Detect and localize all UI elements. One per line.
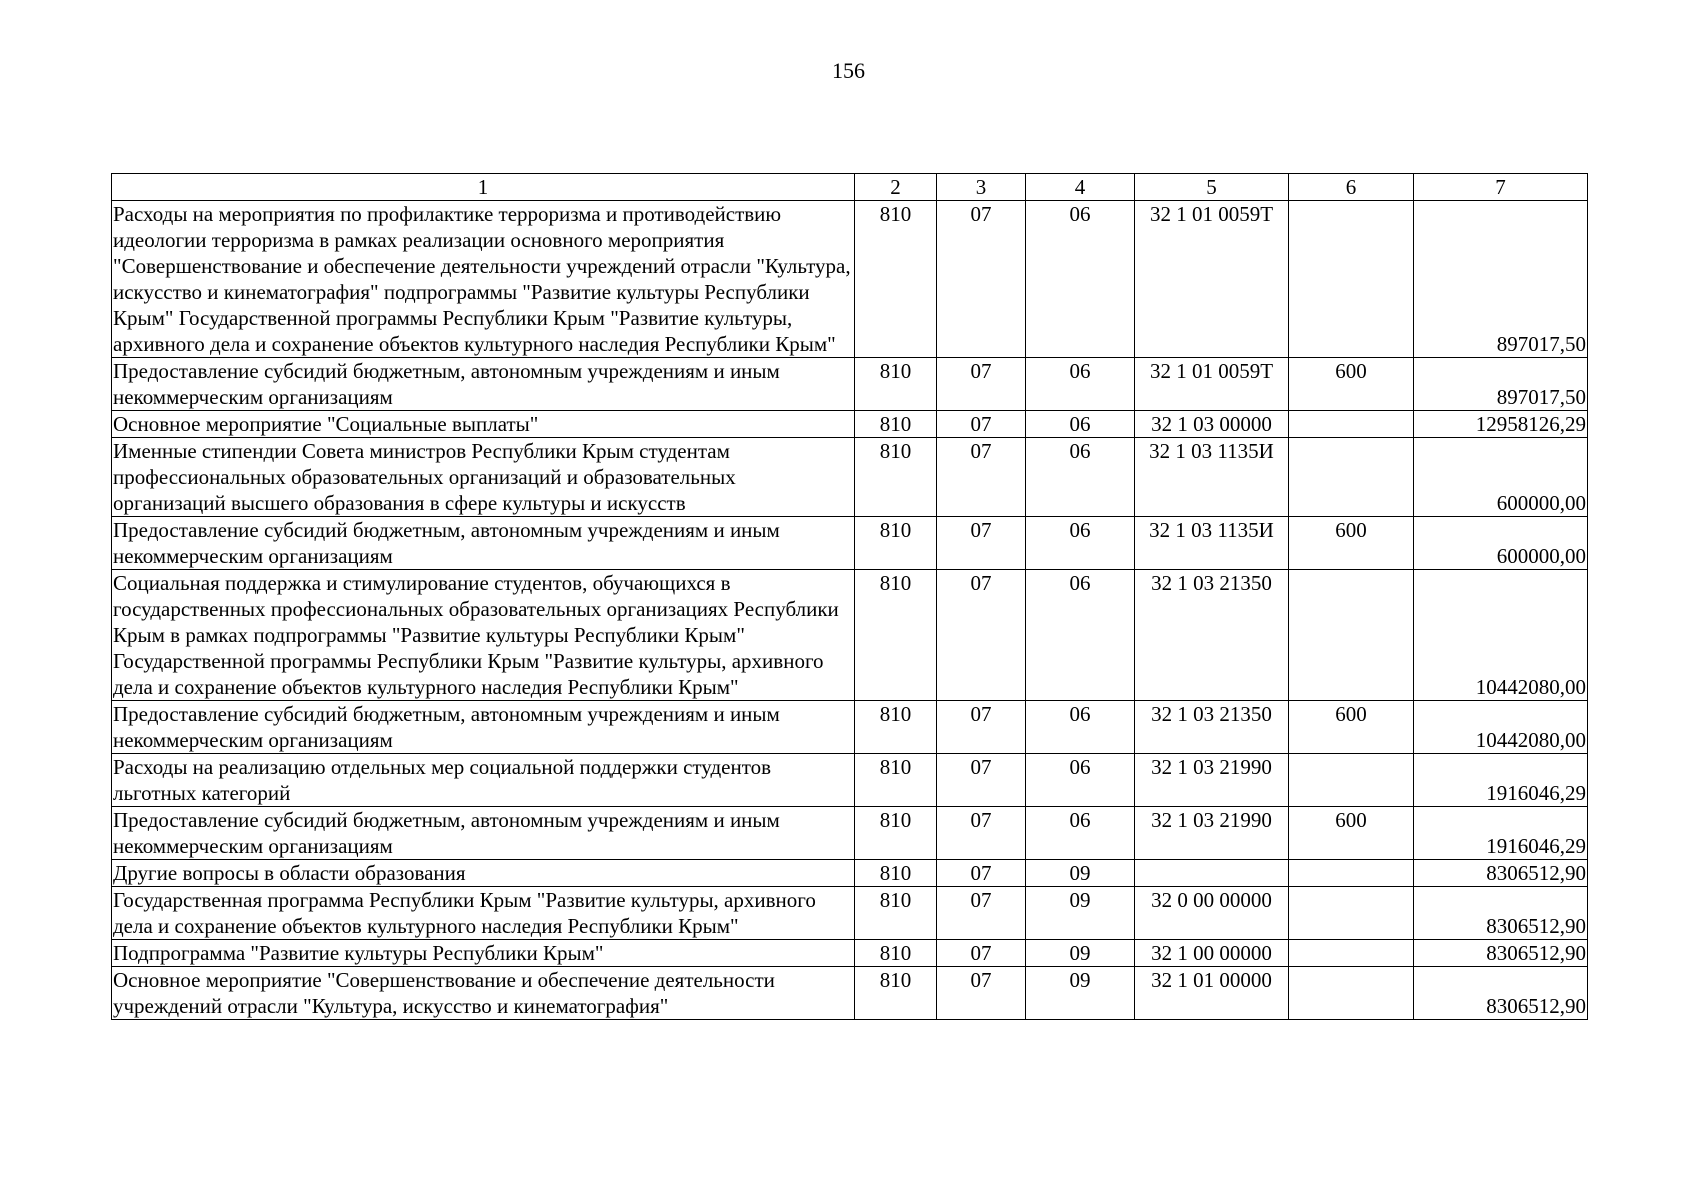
table-row <box>112 860 1588 887</box>
target-article-cell: 32 1 03 1135И <box>1135 438 1289 517</box>
subsection-code-cell: 09 <box>1026 967 1135 1020</box>
table-row <box>112 754 1588 807</box>
amount-cell: 1916046,29 <box>1414 807 1588 860</box>
amount-cell: 8306512,90 <box>1414 967 1588 1020</box>
row-name-cell: Именные стипендии Совета министров Республики Крым студентам профессиональных образовательных организаций и образовательных организаций высшего образования в сфере культуры и искусств <box>112 438 855 517</box>
target-article-cell: 32 1 01 00000 <box>1135 967 1289 1020</box>
table-row <box>112 967 1588 1020</box>
target-article-cell: 32 1 03 21990 <box>1135 754 1289 807</box>
table-row <box>112 701 1588 754</box>
subsection-code-cell: 09 <box>1026 860 1135 887</box>
expense-type-cell: 600 <box>1289 701 1414 754</box>
subsection-code-cell: 06 <box>1026 754 1135 807</box>
table-row <box>112 940 1588 967</box>
amount-cell: 897017,50 <box>1414 201 1588 358</box>
expense-type-cell <box>1289 201 1414 358</box>
expense-type-cell: 600 <box>1289 517 1414 570</box>
target-article-cell <box>1135 860 1289 887</box>
table-body <box>112 201 1588 1020</box>
ministry-code-cell: 810 <box>855 570 937 701</box>
subsection-code-cell: 06 <box>1026 807 1135 860</box>
amount-cell: 600000,00 <box>1414 517 1588 570</box>
expense-type-cell: 600 <box>1289 358 1414 411</box>
ministry-code-cell: 810 <box>855 860 937 887</box>
section-code-cell: 07 <box>937 517 1026 570</box>
header-col-2: 2 <box>855 174 937 201</box>
amount-cell: 8306512,90 <box>1414 940 1588 967</box>
row-name-cell: Государственная программа Республики Крым "Развитие культуры, архивного дела и сохранение объектов культурного наследия Республики Крым" <box>112 887 855 940</box>
ministry-code-cell: 810 <box>855 701 937 754</box>
row-name-cell: Подпрограмма "Развитие культуры Республики Крым" <box>112 940 855 967</box>
row-name-cell: Предоставление субсидий бюджетным, автономным учреждениям и иным некоммерческим организациям <box>112 517 855 570</box>
table-header <box>112 174 1588 201</box>
row-name-cell: Предоставление субсидий бюджетным, автономным учреждениям и иным некоммерческим организациям <box>112 358 855 411</box>
ministry-code-cell: 810 <box>855 438 937 517</box>
target-article-cell: 32 0 00 00000 <box>1135 887 1289 940</box>
header-row <box>112 174 1588 201</box>
row-name-cell: Основное мероприятие "Совершенствование и обеспечение деятельности учреждений отрасли "Культура, искусство и кинематография" <box>112 967 855 1020</box>
expense-type-cell <box>1289 754 1414 807</box>
amount-cell: 12958126,29 <box>1414 411 1588 438</box>
row-name-cell: Расходы на реализацию отдельных мер социальной поддержки студентов льготных категорий <box>112 754 855 807</box>
header-col-7: 7 <box>1414 174 1588 201</box>
section-code-cell: 07 <box>937 358 1026 411</box>
subsection-code-cell: 06 <box>1026 701 1135 754</box>
header-col-1: 1 <box>112 174 855 201</box>
ministry-code-cell: 810 <box>855 940 937 967</box>
section-code-cell: 07 <box>937 411 1026 438</box>
table-row <box>112 411 1588 438</box>
ministry-code-cell: 810 <box>855 201 937 358</box>
header-col-4: 4 <box>1026 174 1135 201</box>
target-article-cell: 32 1 03 1135И <box>1135 517 1289 570</box>
ministry-code-cell: 810 <box>855 807 937 860</box>
expense-type-cell <box>1289 887 1414 940</box>
target-article-cell: 32 1 00 00000 <box>1135 940 1289 967</box>
amount-cell: 8306512,90 <box>1414 860 1588 887</box>
section-code-cell: 07 <box>937 438 1026 517</box>
amount-cell: 600000,00 <box>1414 438 1588 517</box>
ministry-code-cell: 810 <box>855 887 937 940</box>
table-row <box>112 807 1588 860</box>
section-code-cell: 07 <box>937 201 1026 358</box>
target-article-cell: 32 1 03 00000 <box>1135 411 1289 438</box>
ministry-code-cell: 810 <box>855 967 937 1020</box>
subsection-code-cell: 09 <box>1026 887 1135 940</box>
expense-type-cell <box>1289 411 1414 438</box>
section-code-cell: 07 <box>937 887 1026 940</box>
table-row <box>112 570 1588 701</box>
row-name-cell: Предоставление субсидий бюджетным, автономным учреждениям и иным некоммерческим организациям <box>112 807 855 860</box>
section-code-cell: 07 <box>937 807 1026 860</box>
row-name-cell: Другие вопросы в области образования <box>112 860 855 887</box>
subsection-code-cell: 06 <box>1026 358 1135 411</box>
amount-cell: 897017,50 <box>1414 358 1588 411</box>
expense-type-cell <box>1289 940 1414 967</box>
target-article-cell: 32 1 03 21990 <box>1135 807 1289 860</box>
table-row <box>112 517 1588 570</box>
subsection-code-cell: 06 <box>1026 517 1135 570</box>
subsection-code-cell: 06 <box>1026 201 1135 358</box>
target-article-cell: 32 1 03 21350 <box>1135 701 1289 754</box>
section-code-cell: 07 <box>937 860 1026 887</box>
ministry-code-cell: 810 <box>855 754 937 807</box>
subsection-code-cell: 09 <box>1026 940 1135 967</box>
ministry-code-cell: 810 <box>855 358 937 411</box>
section-code-cell: 07 <box>937 570 1026 701</box>
table-row <box>112 358 1588 411</box>
subsection-code-cell: 06 <box>1026 411 1135 438</box>
expense-type-cell: 600 <box>1289 807 1414 860</box>
expense-type-cell <box>1289 967 1414 1020</box>
row-name-cell: Основное мероприятие "Социальные выплаты" <box>112 411 855 438</box>
header-col-6: 6 <box>1289 174 1414 201</box>
target-article-cell: 32 1 03 21350 <box>1135 570 1289 701</box>
table-row <box>112 438 1588 517</box>
row-name-cell: Социальная поддержка и стимулирование студентов, обучающихся в государственных профессиональных образовательных организациях Республики Крым в рамках подпрограммы "Развитие культуры Республики Крым" Государственной программы Республики Крым "Развитие культуры, архивного дела и сохранение объектов культурного наследия Республики Крым" <box>112 570 855 701</box>
row-name-cell: Расходы на мероприятия по профилактике терроризма и противодействию идеологии терроризма в рамках реализации основного мероприятия "Совершенствование и обеспечение деятельности учреждений отрасли "Культура, искусство и кинематография" подпрограммы "Развитие культуры Республики Крым" Государственной программы Республики Крым "Развитие культуры, архивного дела и сохранение объектов культурного наследия Республики Крым" <box>112 201 855 358</box>
amount-cell: 8306512,90 <box>1414 887 1588 940</box>
budget-table <box>111 173 1588 1020</box>
page-number: 156 <box>832 58 865 83</box>
expense-type-cell <box>1289 438 1414 517</box>
section-code-cell: 07 <box>937 940 1026 967</box>
section-code-cell: 07 <box>937 754 1026 807</box>
target-article-cell: 32 1 01 0059Т <box>1135 358 1289 411</box>
table-row <box>112 887 1588 940</box>
table-row <box>112 201 1588 358</box>
subsection-code-cell: 06 <box>1026 438 1135 517</box>
amount-cell: 1916046,29 <box>1414 754 1588 807</box>
amount-cell: 10442080,00 <box>1414 570 1588 701</box>
row-name-cell: Предоставление субсидий бюджетным, автономным учреждениям и иным некоммерческим организациям <box>112 701 855 754</box>
expense-type-cell <box>1289 860 1414 887</box>
header-col-5: 5 <box>1135 174 1289 201</box>
amount-cell: 10442080,00 <box>1414 701 1588 754</box>
header-col-3: 3 <box>937 174 1026 201</box>
target-article-cell: 32 1 01 0059Т <box>1135 201 1289 358</box>
ministry-code-cell: 810 <box>855 411 937 438</box>
expense-type-cell <box>1289 570 1414 701</box>
section-code-cell: 07 <box>937 701 1026 754</box>
section-code-cell: 07 <box>937 967 1026 1020</box>
subsection-code-cell: 06 <box>1026 570 1135 701</box>
ministry-code-cell: 810 <box>855 517 937 570</box>
